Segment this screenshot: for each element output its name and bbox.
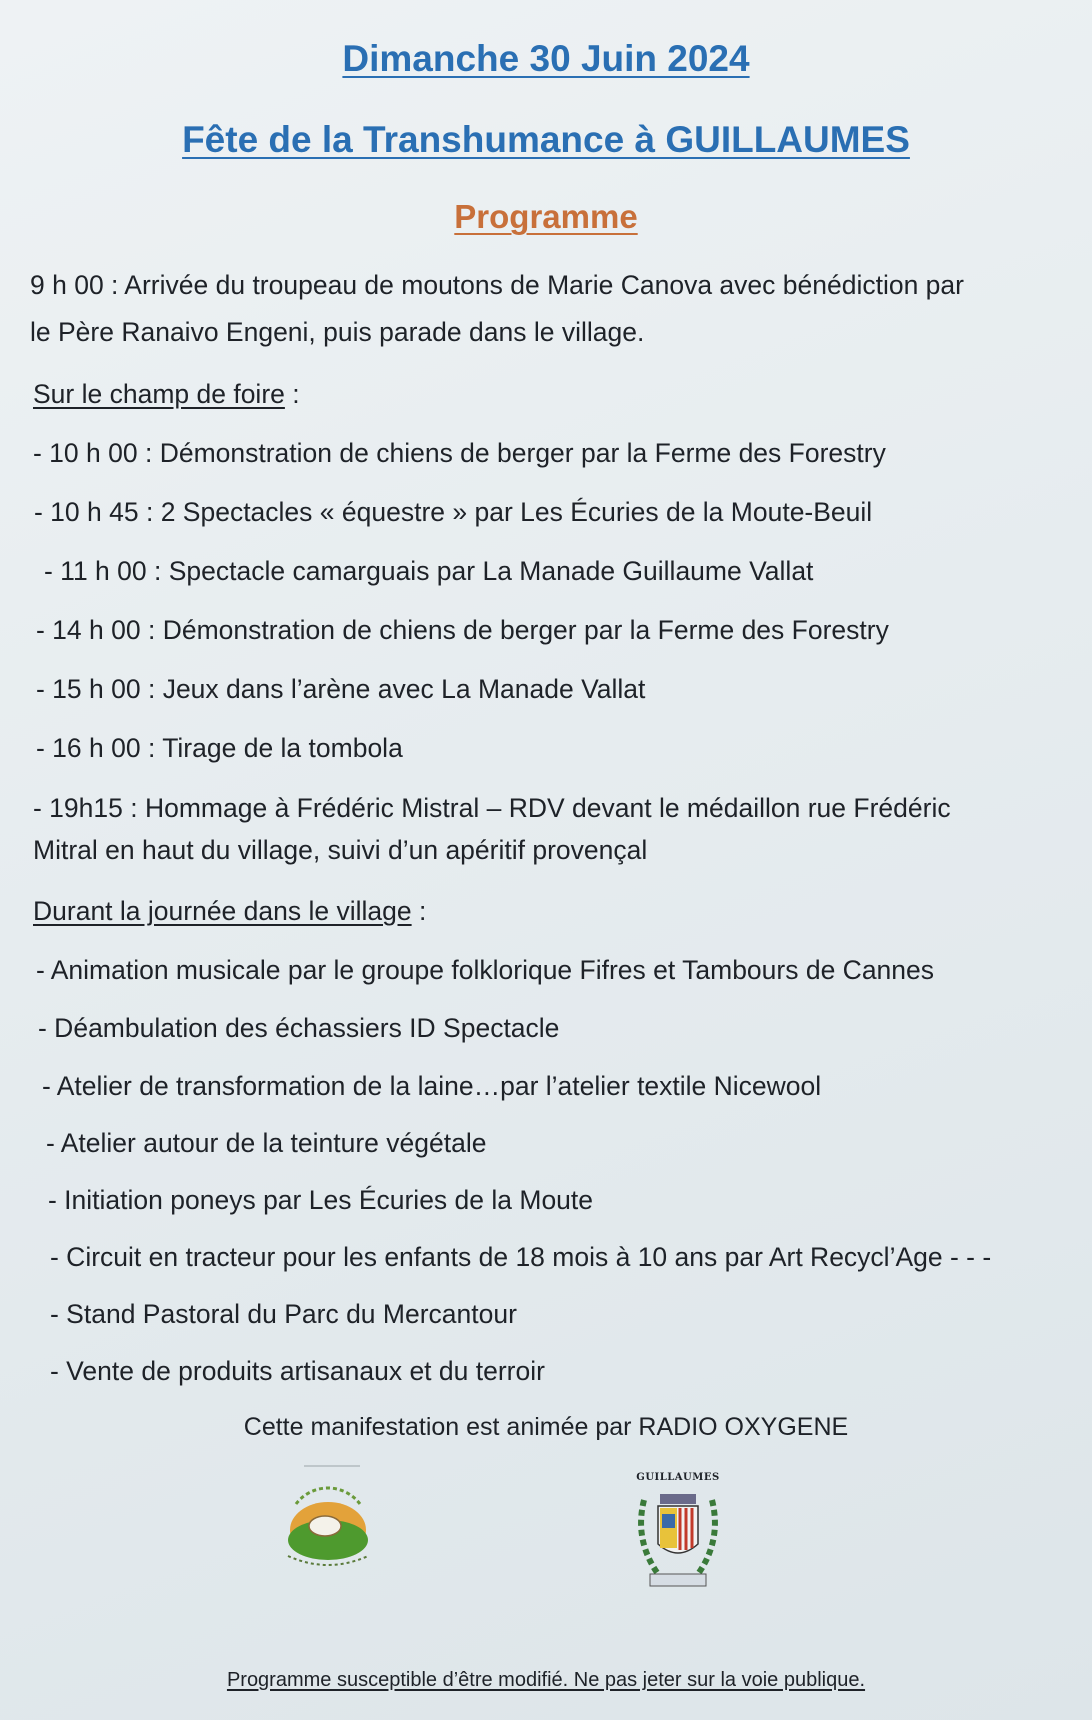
conservatoire-logo-icon	[278, 1464, 378, 1576]
radio-credit: Cette manifestation est animée par RADIO OXYGENE	[243, 1413, 849, 1441]
crest-label: GUILLAUMES	[636, 1472, 720, 1483]
list-item: - 15 h 00 : Jeux dans l’arène avec La Manade Vallat	[36, 674, 646, 704]
intro-line-2: le Père Ranaivo Engeni, puis parade dans le village.	[30, 317, 645, 347]
list-item: - 10 h 45 : 2 Spectacles « équestre » par Les Écuries de la Moute-Beuil	[34, 497, 873, 527]
programme-heading: Programme	[454, 198, 638, 235]
event-title: Fête de la Transhumance à GUILLAUMES	[182, 119, 910, 160]
list-item: - 19h15 : Hommage à Frédéric Mistral – RDV devant le médaillon rue Frédéric	[33, 793, 951, 823]
list-item: - Stand Pastoral du Parc du Mercantour	[50, 1299, 517, 1329]
section-colon: :	[411, 896, 427, 926]
event-date: Dimanche 30 Juin 2024	[342, 38, 750, 79]
list-item: - 10 h 00 : Démonstration de chiens de berger par la Ferme des Forestry	[33, 438, 886, 468]
list-item: - Déambulation des échassiers ID Spectacle	[38, 1013, 560, 1043]
disclaimer-note: Programme susceptible d’être modifié. Ne pas jeter sur la voie publique.	[226, 1669, 866, 1691]
list-item: - Atelier de transformation de la laine…par l’atelier textile Nicewool	[42, 1071, 822, 1101]
intro-line-1: 9 h 00 : Arrivée du troupeau de moutons de Marie Canova avec bénédiction par	[30, 270, 964, 300]
list-item: - 14 h 00 : Démonstration de chiens de berger par la Ferme des Forestry	[36, 615, 889, 645]
list-item: - 16 h 00 : Tirage de la tombola	[36, 733, 403, 763]
section-champ-de-foire	[33, 377, 300, 411]
section-heading: Durant la journée dans le village	[33, 896, 412, 926]
list-item: - Initiation poneys par Les Écuries de la Moute	[48, 1185, 594, 1215]
list-item: Mitral en haut du village, suivi d’un apéritif provençal	[33, 835, 648, 865]
list-item: - Vente de produits artisanaux et du terroir	[50, 1356, 545, 1386]
guillaumes-crest-icon	[628, 1470, 728, 1594]
list-item: - 11 h 00 : Spectacle camarguais par La Manade Guillaume Vallat	[44, 556, 814, 586]
section-heading: Sur le champ de foire	[33, 379, 285, 409]
list-item: - Atelier autour de la teinture végétale	[46, 1128, 487, 1158]
section-durant-la-journee	[33, 894, 426, 928]
list-item: - Animation musicale par le groupe folklorique Fifres et Tambours de Cannes	[36, 955, 935, 985]
list-item: - Circuit en tracteur pour les enfants de 18 mois à 10 ans par Art Recycl’Age - - -	[50, 1242, 992, 1272]
section-colon: :	[284, 379, 300, 409]
